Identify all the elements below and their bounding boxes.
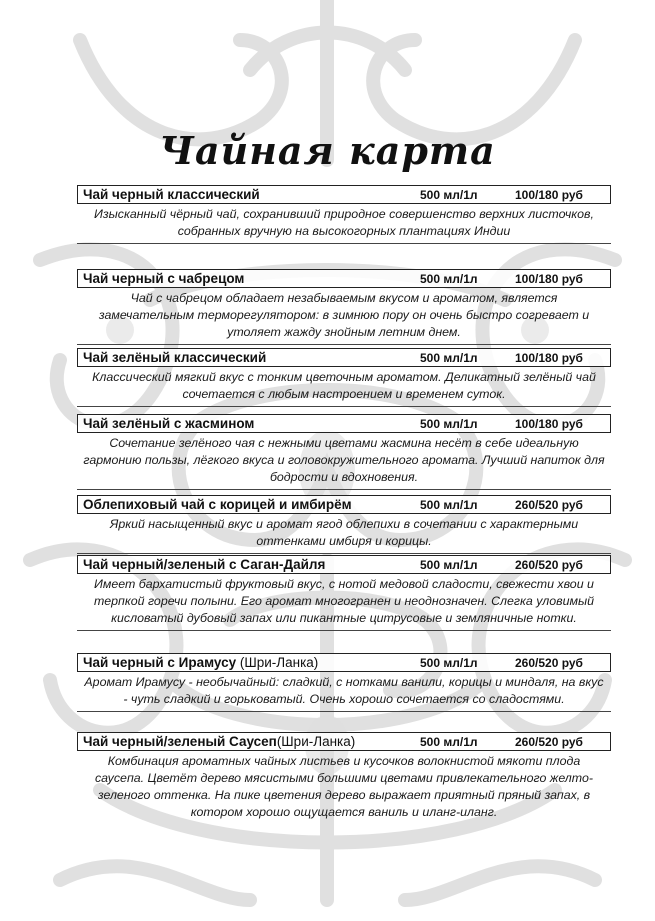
menu-item [77,185,611,244]
menu-item [77,732,611,824]
item-volume: 500 мл/1л [420,558,478,572]
item-price: 100/180 руб [515,188,583,202]
menu-item [77,653,611,712]
item-name: Чай черный классический [83,187,260,202]
item-price: 260/520 руб [515,735,583,749]
item-volume: 500 мл/1л [420,272,478,286]
item-name: Чай черный/зеленый Саусеп(Шри-Ланка) [83,734,356,749]
item-description: Чай с чабрецом обладает незабываемым вкусом и ароматом, является замечательным терморегулятором: в зимнюю пору он очень быстро согревает и утоляет жажду знойным летним днем. [77,288,611,345]
menu-item-header [77,653,611,672]
menu-item-header [77,495,611,514]
item-volume: 500 мл/1л [420,656,478,670]
item-name: Чай зелёный классический [83,350,267,365]
menu-item [77,495,611,554]
item-price: 100/180 руб [515,417,583,431]
item-name: Чай черный с чабрецом [83,271,245,286]
item-description: Имеет бархатистый фруктовый вкус, с нотой медовой сладости, свежести хвои и терпкой горечи полыни. Его аромат многогранен и неоднозначен. Слегка уловимый кисловатый дубовый запах или пикантные цитрусовые и земляничные нотки. [77,574,611,631]
page-title: Чайная карта [159,128,496,173]
item-name: Облепиховый чай с корицей и имбирём [83,497,352,512]
item-price: 100/180 руб [515,272,583,286]
menu-item-header [77,555,611,574]
item-description: Аромат Ирамусу - необычайный: сладкий, с нотками ванили, корицы и миндаля, на вкус - чуть сладкий и горьковатый. Очень хорошо сочетается со сладостями. [77,672,611,712]
item-price: 260/520 руб [515,498,583,512]
item-price: 260/520 руб [515,656,583,670]
item-description: Сочетание зелёного чая с нежными цветами жасмина несёт в себе идеальную гармонию пользы, лёгкого вкуса и головокружительного аромата. Лучший напиток для бодрости и вдохновения. [77,433,611,490]
item-description: Яркий насыщенный вкус и аромат ягод облепихи в сочетании с характерными оттенками имбиря и корицы. [77,514,611,554]
item-volume: 500 мл/1л [420,417,478,431]
item-volume: 500 мл/1л [420,735,478,749]
item-origin: (Шри-Ланка) [239,655,319,670]
menu-item-header [77,348,611,367]
item-description: Изысканный чёрный чай, сохранивший природное совершенство верхних листочков, собранных вручную на высокогорных плантациях Индии [77,204,611,244]
item-price: 100/180 руб [515,351,583,365]
item-description: Классический мягкий вкус с тонким цветочным ароматом. Деликатный зелёный чай сочетается с любым настроением и временем суток. [77,367,611,407]
menu-item [77,555,611,631]
menu-item [77,348,611,407]
item-name: Чай черный/зеленый с Саган-Дайля [83,557,326,572]
item-volume: 500 мл/1л [420,351,478,365]
item-name: Чай зелёный с жасмином [83,416,255,431]
menu-item [77,414,611,490]
menu-item-header [77,269,611,288]
item-volume: 500 мл/1л [420,498,478,512]
menu-item-header [77,414,611,433]
menu-item-header [77,732,611,751]
menu-item [77,269,611,345]
item-origin: (Шри-Ланка) [276,734,356,749]
item-volume: 500 мл/1л [420,188,478,202]
item-price: 260/520 руб [515,558,583,572]
item-description: Комбинация ароматных чайных листьев и кусочков волокнистой мякоти плода саусепа. Цветёт дерево мясистыми большими цветами привлекательного желто-зеленого оттенка. На пике цветения дерево выражает приятный пряный запах, в котором хорошо ощущается ваниль и иланг-иланг. [94,754,593,819]
menu-item-header [77,185,611,204]
item-name: Чай черный с Ирамусу (Шри-Ланка) [83,655,319,670]
